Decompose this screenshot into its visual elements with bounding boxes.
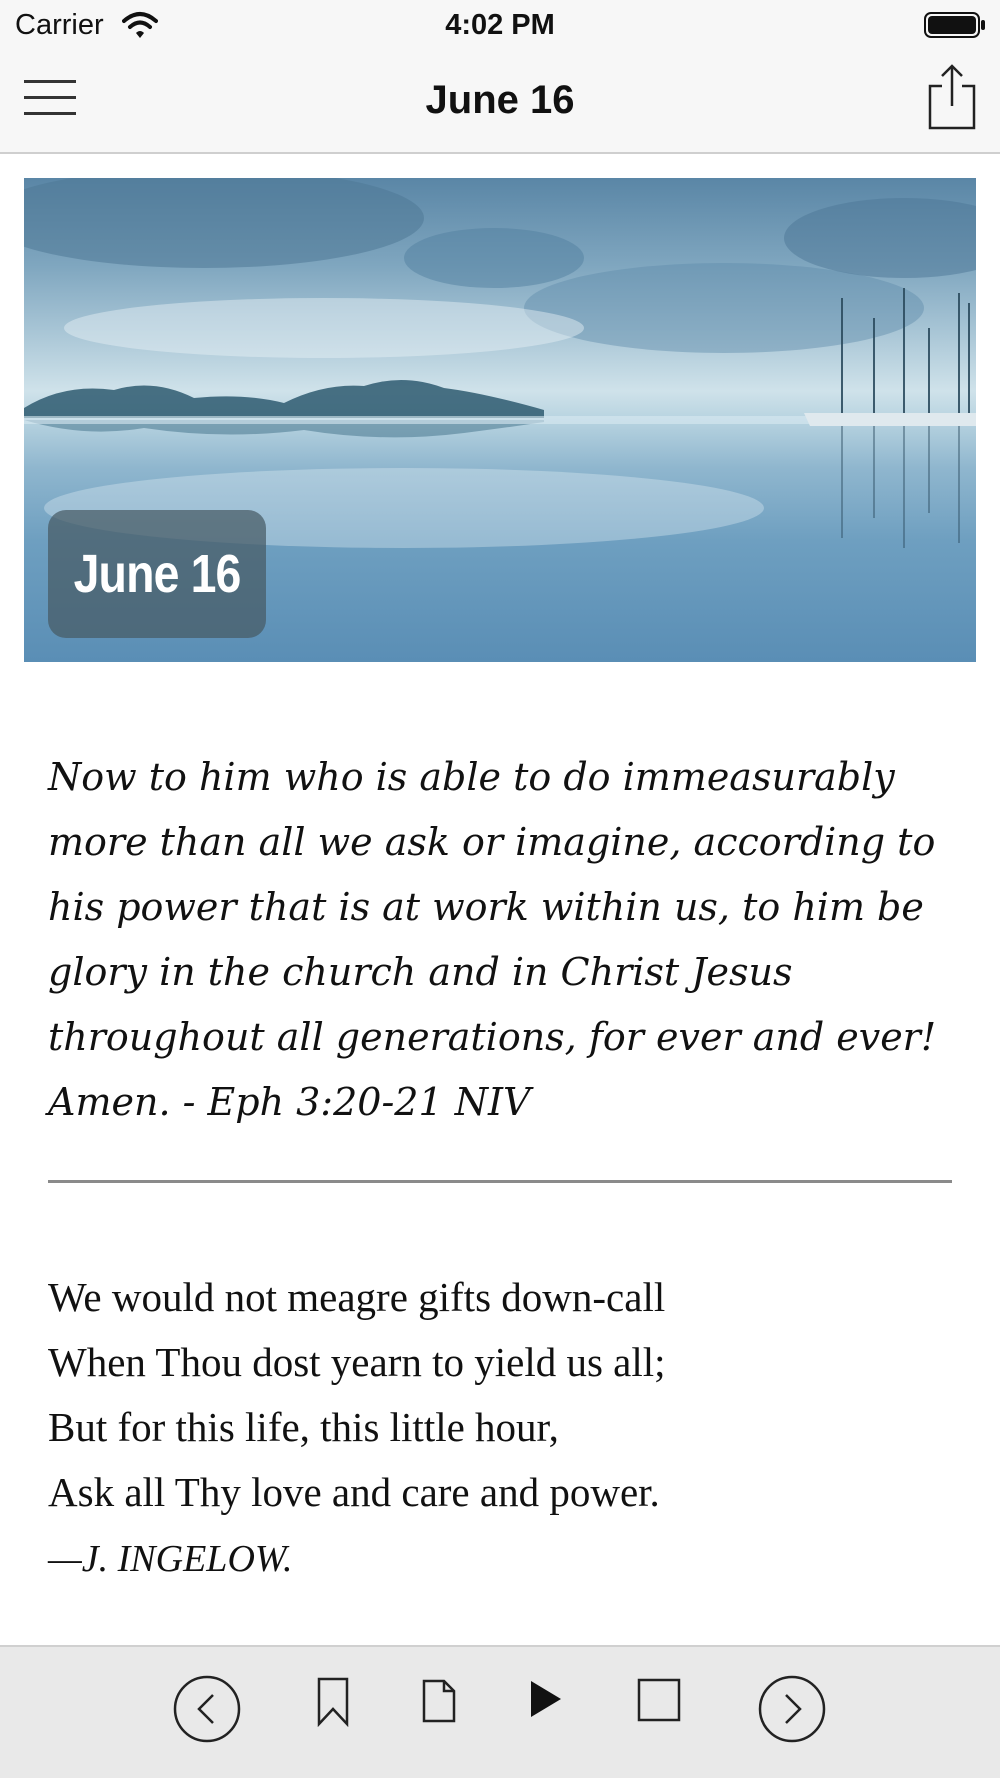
date-badge-text: June 16 xyxy=(73,544,241,604)
share-icon[interactable] xyxy=(924,62,980,132)
bottom-toolbar xyxy=(0,1645,1000,1778)
menu-icon xyxy=(24,80,76,83)
next-icon[interactable] xyxy=(758,1675,826,1743)
battery-icon xyxy=(924,12,986,38)
previous-icon[interactable] xyxy=(173,1675,241,1743)
scripture-verse: Now to him who is able to do immeasurably more than all we ask or imagine, according to his power that is at work within us, to him be glory in the church and in Christ Jesus throughout all generations, for ever and ever! Amen. - Eph 3:20-21 NIV xyxy=(48,755,937,1124)
poem-line: We would not meagre gifts down-call xyxy=(48,1274,666,1320)
bookmark-icon[interactable] xyxy=(316,1677,350,1727)
divider xyxy=(48,1180,952,1183)
status-bar xyxy=(0,0,1000,50)
poem xyxy=(48,1265,960,1525)
navigation-bar xyxy=(0,50,1000,154)
page-title: June 16 xyxy=(425,78,575,122)
poem-author: —J. INGELOW. xyxy=(48,1538,293,1580)
carrier-label: Carrier xyxy=(15,9,104,41)
menu-button[interactable] xyxy=(20,72,80,122)
date-badge xyxy=(48,510,266,638)
play-icon[interactable] xyxy=(527,1679,563,1719)
status-time: 4:02 PM xyxy=(445,9,555,41)
poem-line: When Thou dost yearn to yield us all; xyxy=(48,1339,666,1385)
poem-line: Ask all Thy love and care and power. xyxy=(48,1469,660,1515)
poem-line: But for this life, this little hour, xyxy=(48,1404,559,1450)
document-icon[interactable] xyxy=(422,1679,456,1723)
stop-icon[interactable] xyxy=(637,1678,681,1722)
hero-image xyxy=(24,178,976,662)
